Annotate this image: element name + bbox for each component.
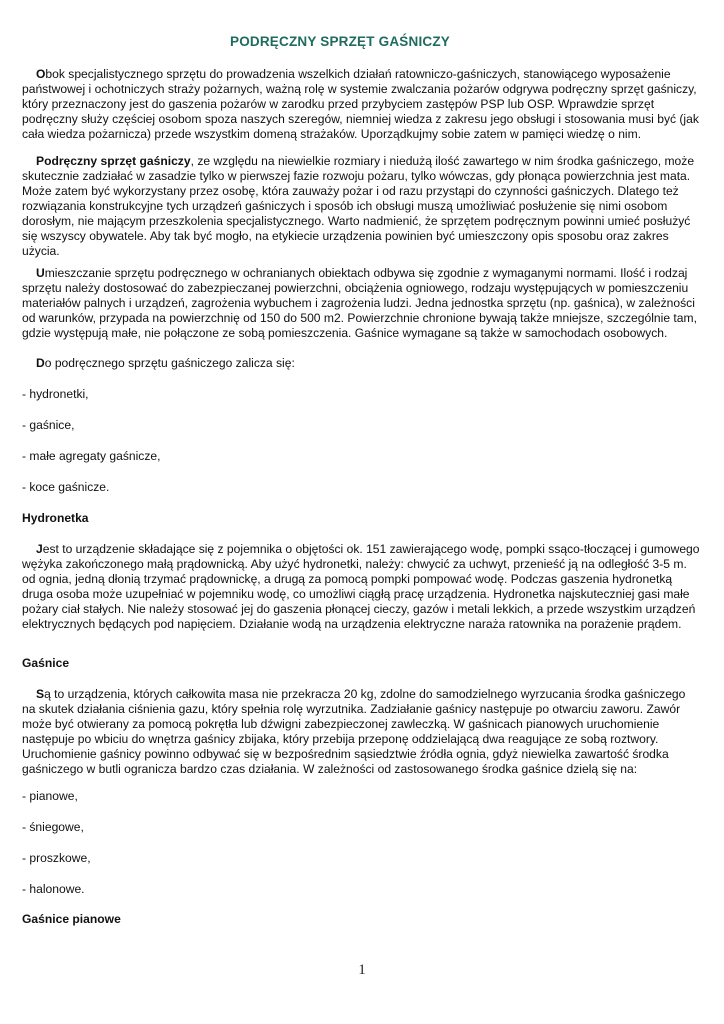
list-item: - koce gaśnicze.	[22, 480, 110, 494]
paragraph-text: ą to urządzenia, których całkowita masa nie przekracza 20 kg, zdolne do samodzielnego wyrzucania środka gaśniczego na skutek działania ciśnienia gazu, który spełnia rolę wyrzutnika. Zadziałanie gaśnicy następuje po otwarciu zaworu. Zawór może być otwierany za pomocą pokrętła lub dźwigni zabezpieczonej zawleczką. W gaśnicach pianowych uruchomienie następuje po wbiciu do wnętrza gaśnicy zbijaka, który przebija przeponę oddzielającą dwa reagujące ze sobą roztwory. Uruchomienie gaśnicy powinno odbywać się w bezpośrednim sąsiedztwie źródła ognia, gdyż niewielka zawartość środka gaśniczego w butli ogranicza bardzo czas działania. W zależności od zastosowanego środka gaśnice dzielą się na:	[22, 687, 686, 776]
list-item: - halonowe.	[22, 882, 85, 896]
paragraph-text: o podręcznego sprzętu gaśniczego zalicza się:	[44, 356, 295, 370]
list-item: - hydronetki,	[22, 387, 89, 401]
paragraph-umieszczanie	[22, 266, 702, 341]
list-item: - proszkowe,	[22, 851, 91, 865]
page-number: 1	[358, 962, 366, 978]
paragraph-text: , ze względu na niewielkie rozmiary i niedużą ilość zawartego w nim środka gaśniczego, może skutecznie zadziałać w zasadzie tylko w pierwszej fazie rozwoju pożaru, tylko wówczas, gdy płonąca powierzchnia jest mata. Może zatem być wykorzystany przez osobę, która zauważy pożar i od razu przystąpi do czynności gaśniczych. Dlatego też rozwiązania konstrukcyjne tych urządzeń gaśniczych i sposób ich obsługi muszą umożliwiać posłużenie się nimi osobom dorosłym, nie mającym przeszkolenia specjalistycznego. Warto nadmienić, że sprzętem podręcznym powinni umieć posłużyć się wszyscy obywatele. Aby tak być mogło, na etykiecie urządzenia powinien być umieszczony opis sposobu oraz zakres użycia.	[22, 154, 695, 258]
paragraph-initial: O	[36, 67, 46, 81]
list-item: - pianowe,	[22, 789, 78, 803]
list-item: - gaśnice,	[22, 418, 75, 432]
paragraph-intro	[22, 67, 702, 142]
paragraph-zalicza	[22, 356, 702, 371]
page-title: PODRĘCZNY SPRZĘT GAŚNICZY	[229, 34, 451, 49]
paragraph-initial: Podręczny sprzęt gaśniczy	[36, 154, 191, 168]
paragraph-initial: S	[36, 687, 45, 701]
paragraph-podreczny	[22, 154, 702, 259]
section-heading-gasnice: Gaśnice	[22, 656, 70, 670]
list-item: - śniegowe,	[22, 820, 84, 834]
paragraph-initial: J	[36, 542, 43, 556]
section-heading-hydronetka: Hydronetka	[22, 511, 89, 525]
paragraph-text: bok specjalistycznego sprzętu do prowadzenia wszelkich działań ratowniczo-gaśniczych, stanowiącego wyposażenie państwowej i ochotniczych straży pożarnych, ważną rolę w systemie zwalczania pożarów odgrywa podręczny sprzęt gaśniczy, który przeznaczony jest do gaszenia pożarów w zarodku przed przybyciem zastępów PSP lub OSP. Wprawdzie sprzęt podręczny służy częściej osobom spoza naszych szeregów, niemniej wiedza z zakresu jego obsługi i stosowania musi być (jak cała wiedza pożarnicza) przede wszystkim domeną strażaków. Uporządkujmy sobie zatem w pamięci wiedzę o nim.	[22, 67, 699, 141]
paragraph-hydronetka	[22, 542, 702, 632]
paragraph-initial: U	[36, 266, 45, 280]
paragraph-initial: D	[36, 356, 45, 370]
section-heading-gasnice-pianowe: Gaśnice pianowe	[22, 912, 121, 926]
list-item: - małe agregaty gaśnicze,	[22, 449, 161, 463]
paragraph-gasnice	[22, 687, 702, 777]
paragraph-text: mieszczanie sprzętu podręcznego w ochranianych obiektach odbywa się zgodnie z wymaganymi normami. Ilość i rodzaj sprzętu należy dostosować do zabezpieczanej powierzchni, obciążenia ogniowego, rodzaju występujących w pomieszczeniu materiałów palnych i urządzeń, zagrożenia wybuchem i zagrożenia ludzi. Jedna jednostka sprzętu (np. gaśnica), w zależności od warunków, przypada na powierzchnię od 150 do 500 m2. Powierzchnie chronione bywają także mniejsze, szczególnie tam, gdzie występują małe, nie połączone ze sobą pomieszczenia. Gaśnice wymagane są także w samochodach osobowych.	[22, 266, 697, 340]
paragraph-text: est to urządzenie składające się z pojemnika o objętości ok. 151 zawierającego wodę, pompki ssąco-tłoczącej i gumowego wężyka zakończonego małą prądownicką. Aby użyć hydronetki, należy: chwycić za uchwyt, przenieść ją na odległość 3-5 m. od ognia, jedną dłonią trzymać prądownickę, a drugą za pomocą pompki pompować wodę. Podczas gaszenia hydronetką druga osoba może uzupełniać w pojemniku wodę, co umożliwi ciągłą pracę urządzenia. Hydronetka najskuteczniej gasi małe pożary ciał stałych. Nie należy stosować jej do gaszenia płonącej cieczy, gazów i metali lekkich, a przede wszystkim urządzeń elektrycznych będących pod napięciem. Działanie wodą na urządzenia elektryczne naraża ratownika na porażenie prądem.	[22, 542, 700, 631]
